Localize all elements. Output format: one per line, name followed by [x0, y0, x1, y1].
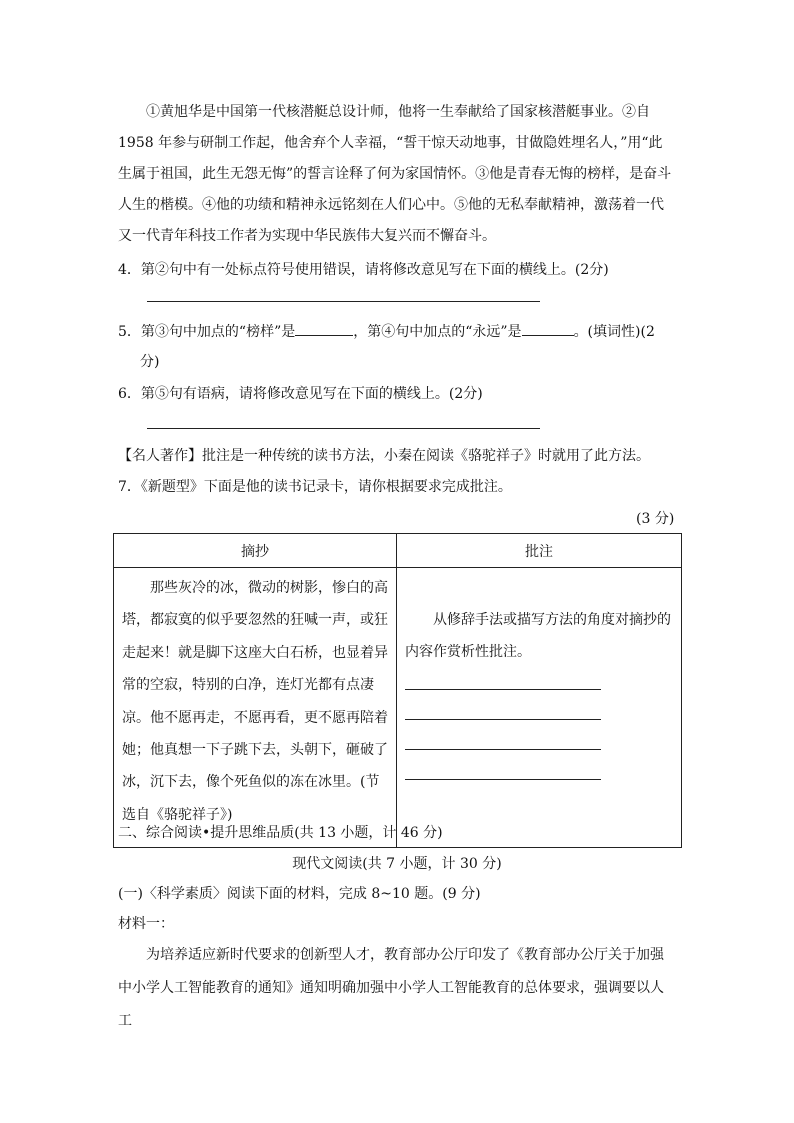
question-7: 7．《新题型》下面是他的读书记录卡，请你根据要求完成批注。: [118, 479, 512, 495]
material-1-label: 材料一：: [118, 916, 174, 932]
material-1-text: 为培养适应新时代要求的创新型人才，教育部办公厅印发了《教育部办公厅关于加强中小学人工智能教育的通知》通知明确加强中小学人工智能教育的总体要求，强调要以人工: [118, 947, 664, 1029]
q5-blank-1[interactable]: [295, 321, 353, 336]
annotation-line[interactable]: [405, 750, 601, 780]
annotation-instruction: 从修辞手法或描写方法的角度对摘抄的内容作赏析性批注。: [405, 612, 671, 660]
annotation-line[interactable]: [405, 720, 601, 750]
annotation-cell: [397, 568, 682, 848]
q5-text-2: ，第④句中加点的“永远”是: [353, 324, 522, 340]
q5-blank-2[interactable]: [522, 321, 574, 336]
answer-line-q4[interactable]: [147, 301, 540, 302]
q7-score: (3 分): [636, 511, 675, 527]
annotation-line[interactable]: [405, 690, 601, 720]
answer-line-q6[interactable]: [147, 428, 540, 429]
col-header-annotation: 批注: [397, 534, 682, 568]
excerpt-text: 那些灰冷的冰，微动的树影，惨白的高塔，都寂寞的似乎要忽然的狂喊一声，或狂走起来！就是脚下这座大白石桥，也显着异常的空寂，特别的白净，连灯光都有点凄凉。他不愿再走，不愿再看，更不愿再陪着她；他真想一下子跳下去，头朝下，砸破了冰，沉下去，像个死鱼似的冻在冰里。(节选自《骆驼祥子》): [122, 580, 388, 823]
q5-text-3: 。(填词性)(2: [573, 324, 655, 340]
excerpt-cell: [114, 568, 397, 848]
question-5: [118, 317, 678, 377]
q5-text-4: 分): [140, 354, 160, 370]
question-4: 4．第②句中有一处标点符号使用错误，请将修改意见写在下面的横线上。(2分): [118, 262, 609, 278]
section-2-heading: 二、综合阅读•提升思维品质(共 13 小题，计 46 分): [118, 825, 443, 841]
col-header-excerpt: 摘抄: [114, 534, 397, 568]
classic-reading-intro: 【名人著作】批注是一种传统的读书方法，小秦在阅读《骆驼祥子》时就用了此方法。: [118, 448, 650, 464]
subsection-heading: 现代文阅读(共 7 小题，计 30 分): [292, 856, 502, 872]
q5-text-1: 5．第③句中加点的“榜样”是: [118, 324, 296, 340]
question-6: 6．第⑤句有语病，请将修改意见写在下面的横线上。(2分): [118, 386, 483, 402]
reading-1-heading: (一)〈科学素质〉阅读下面的材料，完成 8~10 题。(9 分): [118, 886, 481, 902]
reading-record-card: [113, 533, 682, 848]
passage-paragraph: ①黄旭华是中国第一代核潜艇总设计师，他将一生奉献给了国家核潜艇事业。②自 1958 年参与研制工作起，他舍弃个人幸福，“誓干惊天动地事，甘做隐姓埋名人，”用“此生属于祖国，此生无怨无悔”的誓言诠释了何为家国情怀。③他是青春无悔的榜样，是奋斗人生的楷模。④他的功绩和精神永远铭刻在人们心中。⑤他的无私奉献精神，激荡着一代又一代青年科技工作者为实现中华民族伟大复兴而不懈奋斗。: [118, 104, 672, 244]
